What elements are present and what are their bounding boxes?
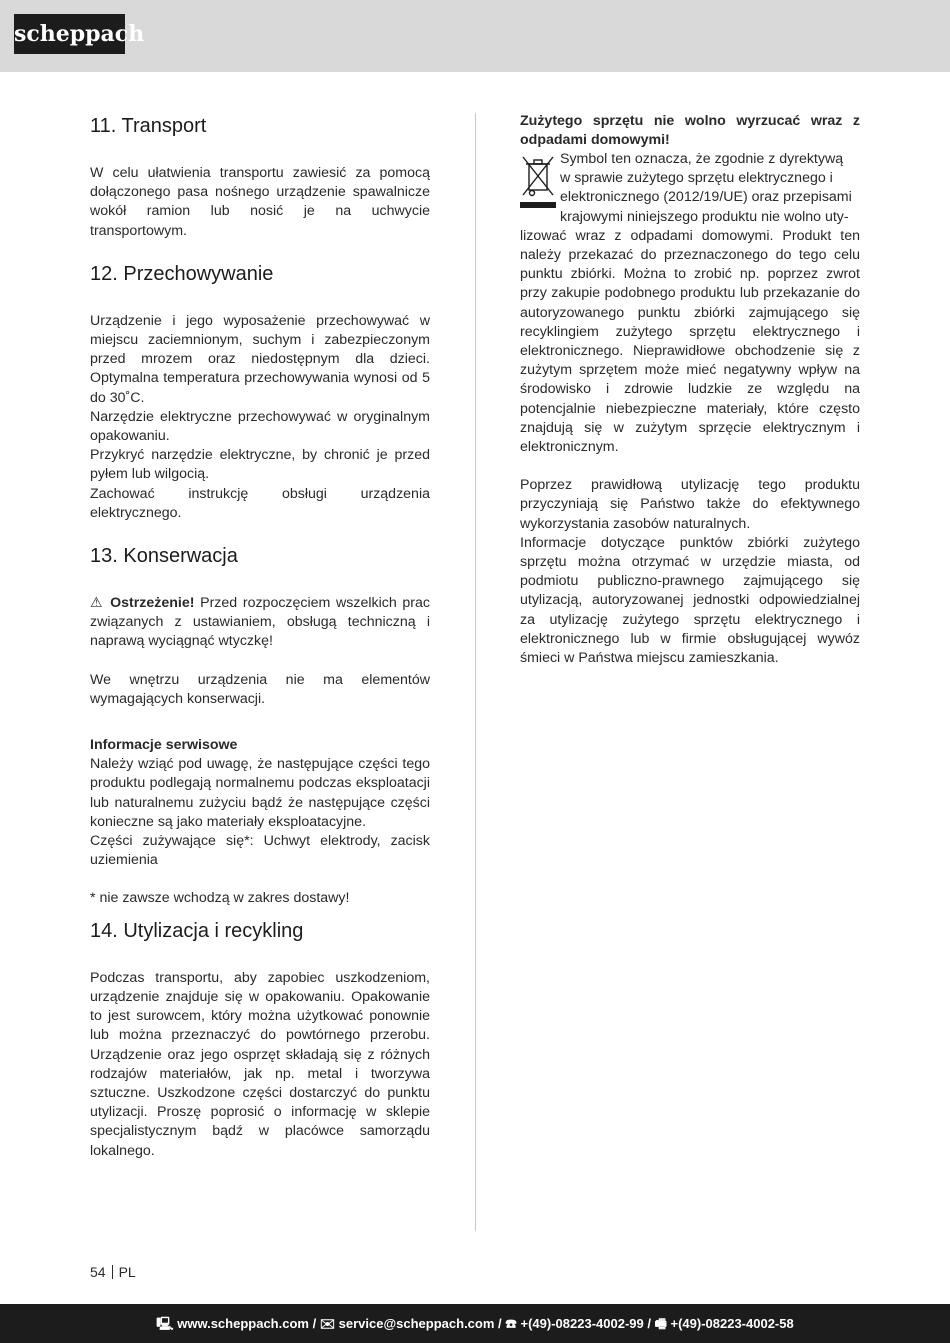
page-language: PL — [118, 1264, 136, 1280]
section-12-paragraph: Zachować instrukcję obsługi urządzenia elektrycznego. — [90, 485, 430, 521]
page-number — [90, 1264, 136, 1280]
warning-icon: ⚠ — [90, 595, 105, 612]
service-info-title: Informacje serwisowe — [90, 737, 238, 754]
crossed-out-wheelie-bin-icon — [520, 154, 556, 210]
weee-text-line: w sprawie zużytego sprzętu elektrycznego i — [560, 170, 833, 187]
service-footnote: * nie zawsze wchodzą w zakres dostawy! — [90, 890, 350, 907]
service-info-paragraph: Części zużywające się*: Uchwyt elektrody, zacisk uziemienia — [90, 833, 430, 869]
section-12-paragraph: Przykryć narzędzie elektryczne, by chronić je przed pyłem lub wilgocią. — [90, 447, 430, 483]
weee-text-line: Symbol ten oznacza, że zgodnie z dyrektywą — [560, 151, 844, 167]
monitor-icon: 🖳 — [156, 1316, 174, 1331]
section-11-text: W celu ułatwienia transportu zawiesić za pomocą dołączonego pasa nośnego urządzenie spawalnicze wokół ramion lub nosić je na uchwycie transportowym. — [90, 165, 430, 239]
weee-title: Zużytego sprzętu nie wolno wyrzucać wraz z odpadami domowymi! — [520, 113, 860, 148]
weee-text: lizować wraz z odpadami domowymi. Produkt ten należy przekazać do przeznaczonego do tego celu punktu zbiórki. Można to zrobić np. poprzez zwrot przy zakupie podobnego produktu lub przekazanie do autoryzowanego punktu zbiórki zajmującego się recyklingiem zużytego sprzętu elektrycznego i elektronicznego. Nieprawidłowe obchodzenie się z zużytym sprzętem może mieć negatywny wpływ na środowisko i zdrowie ludzkie ze względu na potencjalnie niebezpieczne materiały, które często znajdują się w zużytym sprzęcie elektrycznym i elektronicznym. — [520, 227, 860, 456]
section-14-text: Podczas transportu, aby zapobiec uszkodzeniom, urządzenie znajduje się w opakowaniu. Opakowanie to jest surowcem, który można użytkować ponownie lub można przeznaczyć do powtórnego przerobu. Urządzenie oraz jego osprzęt składają się z różnych rodzajów materiałów, jak np. metal i tworzywa sztuczne. Uszkodzone części dostarczyć do punktu utylizacji. Proszę poprosić o informację w sklepie specjalistycznym bądź w placówce samorządu lokalnego. — [90, 969, 430, 1159]
section-11-title: 11. Transport — [90, 115, 207, 137]
warning-paragraph — [90, 594, 430, 652]
footer-email-link[interactable]: service@scheppach.com — [338, 1316, 495, 1331]
telephone-icon: ☎ — [505, 1316, 517, 1331]
page-number-value: 54 — [90, 1264, 106, 1280]
section-12-paragraph: Narzędzie elektryczne przechowywać w oryginalnym opakowaniu. — [90, 408, 430, 445]
footer-separator: / — [308, 1316, 320, 1331]
section-14-title: 14. Utylizacja i recykling — [90, 919, 304, 942]
header-band — [0, 0, 950, 72]
section-13-paragraph: We wnętrzu urządzenia nie ma elementów wymagających konserwacji. — [90, 671, 430, 707]
weee-text-line: krajowymi niniejszego produktu nie wolno uty- — [560, 208, 849, 225]
footer-separator: / — [494, 1316, 506, 1331]
footer-separator: / — [643, 1316, 655, 1331]
right-column — [520, 112, 860, 668]
section-12-paragraph: Urządzenie i jego wyposażenie przechowywać w miejscu zaciemnionym, suchym i zabezpieczonym przed mrozem oraz niedostępnym dla dzieci. Optymalna temperatura przechowywania wynosi od 5 do 30˚C. — [90, 312, 430, 406]
section-12-title: 12. Przechowywanie — [90, 262, 274, 285]
weee-text-line: elektronicznego (2012/19/UE) oraz przepisami — [560, 189, 852, 206]
section-13-title: 13. Konserwacja — [90, 545, 238, 568]
footer-web-link[interactable]: www.scheppach.com — [177, 1316, 309, 1331]
footer-phone[interactable]: +(49)-08223-4002-99 — [520, 1316, 644, 1331]
warning-label: Ostrzeżenie! — [110, 595, 195, 612]
service-info-paragraph: Należy wziąć pod uwagę, że następujące części tego produktu podlegają normalnemu podczas eksploatacji lub naturalnemu zużyciu bądź że następujące części konieczne są jako materiały eksploatacyjne. — [90, 756, 430, 830]
envelope-icon: ✉ — [319, 1316, 336, 1331]
column-divider — [475, 113, 476, 1231]
fax-icon: 🖷 — [654, 1316, 667, 1331]
footer-band — [0, 1304, 950, 1343]
scheppach-logo: scheppach — [14, 14, 125, 54]
footer-fax: +(49)-08223-4002-58 — [670, 1316, 794, 1331]
right-paragraph: Poprzez prawidłową utylizację tego produktu przyczyniają się Państwo także do efektywnego wykorzystania zasobów naturalnych. — [520, 477, 860, 532]
weee-block — [520, 150, 860, 457]
warning-text: Przed rozpoczęciem wszelkich prac związanych z ustawianiem, obsługą techniczną i naprawą wyciągnąć wtyczkę! — [90, 595, 430, 650]
right-paragraph: Informacje dotyczące punktów zbiórki zużytego sprzętu można otrzymać w urzędzie miasta, od podmiotu publiczno-prawnego zajmującego się utylizacją, autoryzowanej jednostki odpowiedzialnej za utylizację zużytego sprzętu elektrycznego i elektronicznego lub w firmie obsługującej wywóz śmieci w Państwa miejscu zamieszkania. — [520, 534, 860, 667]
left-column — [90, 112, 430, 1161]
